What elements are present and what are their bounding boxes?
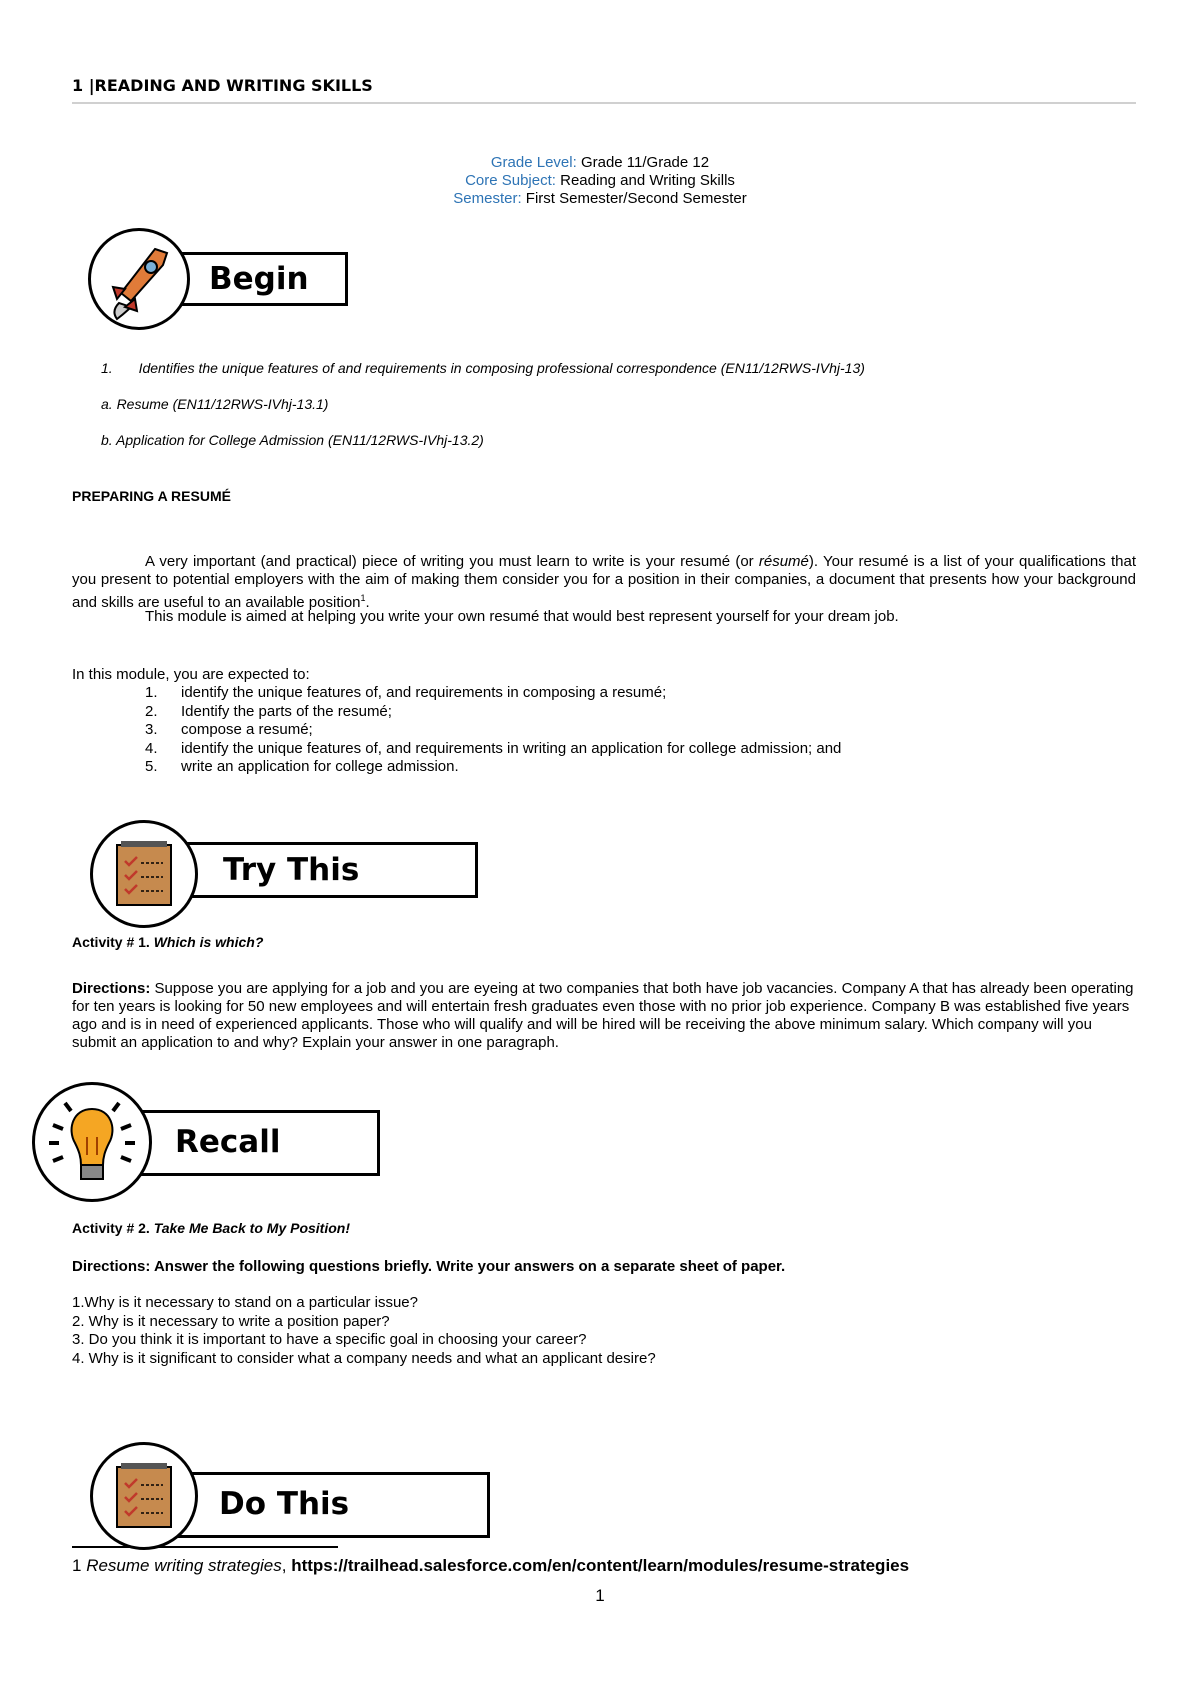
activity-1-directions (72, 980, 1136, 1052)
checklist-icon (90, 1442, 198, 1550)
expected-lead: In this module, you are expected to: (72, 666, 310, 683)
activity-2-questions (72, 1294, 656, 1368)
list-item: 5. write an application for college admission. (145, 758, 459, 775)
rocket-icon (88, 228, 190, 330)
list-item: 3. Do you think it is important to have a specific goal in choosing your career? (72, 1331, 587, 1348)
begin-label: Begin (209, 261, 309, 297)
intro-p1-italic: résumé (758, 553, 809, 570)
footnote-title: Resume writing strategies (86, 1556, 282, 1575)
objective-1 (101, 360, 865, 376)
footnote-separator: , (281, 1556, 292, 1575)
footnote (72, 1556, 909, 1576)
grade-level-line (0, 154, 1200, 172)
intro-p1-tail: . (365, 594, 370, 611)
core-subject-line (0, 172, 1200, 190)
try-this-label-box (178, 842, 478, 898)
intro-p1-start: A very important (and practical) piece of writing you must learn to write is your resumé (or (145, 553, 759, 570)
header-title: 1 |READING AND WRITING SKILLS (72, 76, 373, 95)
activity-2-heading (72, 1220, 350, 1236)
try-this-badge (88, 818, 480, 930)
begin-label-box (170, 252, 348, 306)
checklist-icon (90, 820, 198, 928)
list-item: 2. Identify the parts of the resumé; (145, 702, 392, 720)
semester-line (0, 190, 1200, 208)
section-title: PREPARING A RESUMÉ (72, 488, 231, 504)
footnote-number: 1 (72, 1556, 87, 1575)
activity-2-label: Activity # 2. (72, 1220, 154, 1236)
core-subject-value: Reading and Writing Skills (555, 172, 735, 189)
page-number: 1 (595, 1586, 605, 1605)
do-this-label-box (178, 1472, 490, 1538)
directions-label: Directions: (72, 980, 151, 997)
objective-1-number: 1. (101, 360, 113, 376)
recall-label: Recall (175, 1124, 281, 1160)
activity-2-title: Take Me Back to My Position! (153, 1220, 351, 1236)
try-this-label: Try This (223, 852, 360, 888)
page-header (72, 76, 1136, 104)
activity-1-heading (72, 934, 263, 950)
objective-b: b. Application for College Admission (EN11/12RWS-IVhj-13.2) (101, 432, 484, 448)
do-this-badge (88, 1440, 492, 1550)
footnote-ref: 1 (360, 593, 366, 603)
list-item: 2. Why is it necessary to write a position paper? (72, 1312, 390, 1330)
semester-value: First Semester/Second Semester (521, 190, 747, 207)
activity-2-directions: Directions: Answer the following questions briefly. Write your answers on a separate sheet of paper. (72, 1258, 786, 1275)
intro-paragraph-2: This module is aimed at helping you write your own resumé that would best represent yourself for your dream job. (145, 608, 899, 625)
core-subject-label: Core Subject: (465, 172, 556, 189)
recall-label-box (134, 1110, 380, 1176)
intro-p1-end: ). Your resumé is a list of your qualifications that you present to potential employers with the aim of making them consider you for a position in their companies, a document that presents how your background and skills are useful to an available position (72, 553, 1136, 611)
list-item: 3. compose a resumé; (145, 721, 313, 738)
grade-level-label: Grade Level: (490, 154, 577, 171)
activity-1-label: Activity # 1. (72, 934, 154, 950)
expected-list (145, 684, 1135, 777)
semester-label: Semester: (453, 190, 522, 207)
begin-badge (86, 226, 348, 336)
do-this-label: Do This (219, 1486, 350, 1522)
objective-1-text: Identifies the unique features of and requirements in composing professional correspondence (EN11/12RWS-IVhj-13) (138, 360, 865, 376)
grade-level-value: Grade 11/Grade 12 (576, 154, 710, 171)
list-item: 1. identify the unique features of, and requirements in composing a resumé; (145, 684, 667, 701)
footnote-link[interactable]: https://trailhead.salesforce.com/en/content/learn/modules/resume-strategies (291, 1556, 910, 1575)
intro-paragraph-1 (72, 553, 1136, 612)
recall-badge (30, 1080, 380, 1200)
list-item: 1.Why is it necessary to stand on a particular issue? (72, 1294, 418, 1311)
activity-1-directions-text: Suppose you are applying for a job and you are eyeing at two companies that both have job vacancies. Company A that has already been operating for ten years is looking for 50 new employees and will entertain fresh graduates even those with no prior job experience. Company B was established five years ago and is in need of experienced applicants. Those who will qualify and will be hired will be receiving the above minimum salary. Which company will you submit an application to and why? Explain your answer in one paragraph. (72, 980, 1134, 1051)
list-item: 4. identify the unique features of, and requirements in writing an application for college admission; and (145, 739, 842, 757)
objective-a: a. Resume (EN11/12RWS-IVhj-13.1) (101, 396, 329, 412)
lightbulb-icon (32, 1082, 152, 1202)
list-item: 4. Why is it significant to consider what a company needs and what an applicant desire? (72, 1349, 656, 1367)
activity-1-title: Which is which? (153, 934, 264, 950)
